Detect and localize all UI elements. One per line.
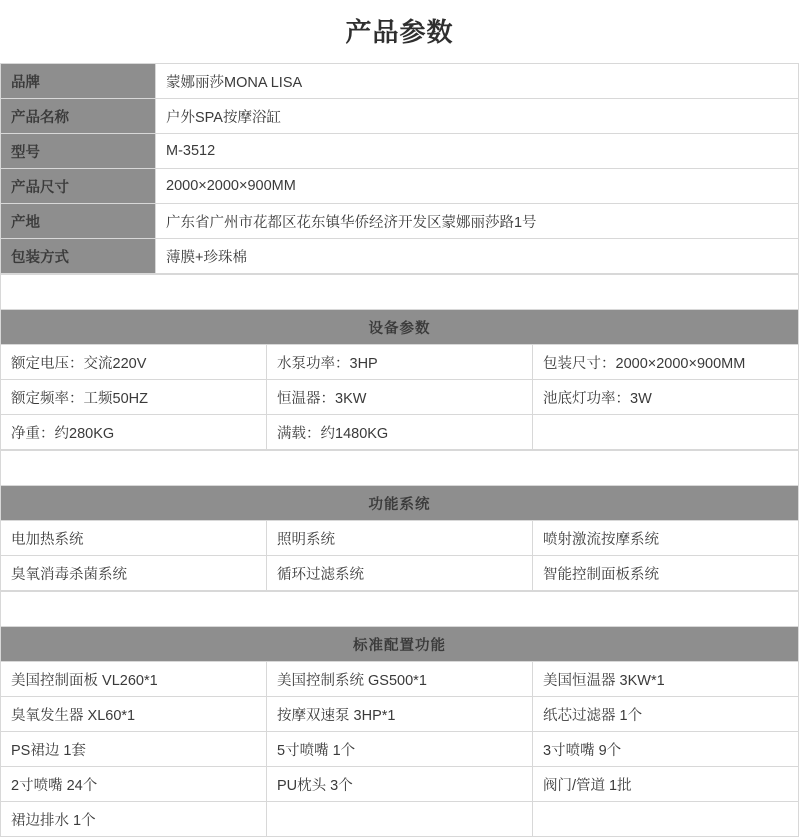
cell: 臭氧发生器 XL60*1 bbox=[1, 697, 267, 732]
row-value: M-3512 bbox=[156, 134, 799, 169]
table-row bbox=[1, 415, 799, 450]
function-system-table bbox=[0, 450, 799, 591]
cell: 喷射激流按摩系统 bbox=[533, 521, 799, 556]
section-heading: 设备参数 bbox=[1, 310, 799, 345]
standard-config-table bbox=[0, 591, 799, 837]
table-spacer bbox=[1, 275, 799, 310]
cell: 臭氧消毒杀菌系统 bbox=[1, 556, 267, 591]
cell: 水泵功率：3HP bbox=[267, 345, 533, 380]
table-row bbox=[1, 99, 799, 134]
table-row bbox=[1, 345, 799, 380]
cell: 净重：约280KG bbox=[1, 415, 267, 450]
cell: 照明系统 bbox=[267, 521, 533, 556]
row-label: 产品尺寸 bbox=[1, 169, 156, 204]
cell: 裙边排水 1个 bbox=[1, 802, 267, 837]
cell: 循环过滤系统 bbox=[267, 556, 533, 591]
table-row bbox=[1, 732, 799, 767]
cell: 智能控制面板系统 bbox=[533, 556, 799, 591]
cell: 美国控制系统 GS500*1 bbox=[267, 662, 533, 697]
cell: 池底灯功率：3W bbox=[533, 380, 799, 415]
cell: 电加热系统 bbox=[1, 521, 267, 556]
table-spacer bbox=[1, 592, 799, 627]
row-label: 型号 bbox=[1, 134, 156, 169]
row-value: 户外SPA按摩浴缸 bbox=[156, 99, 799, 134]
cell: 3寸喷嘴 9个 bbox=[533, 732, 799, 767]
cell bbox=[533, 802, 799, 837]
cell: 2寸喷嘴 24个 bbox=[1, 767, 267, 802]
cell: 额定电压：交流220V bbox=[1, 345, 267, 380]
cell: 美国恒温器 3KW*1 bbox=[533, 662, 799, 697]
table-row bbox=[1, 521, 799, 556]
cell: 美国控制面板 VL260*1 bbox=[1, 662, 267, 697]
cell: 阀门/管道 1批 bbox=[533, 767, 799, 802]
row-label: 品牌 bbox=[1, 64, 156, 99]
table-row bbox=[1, 134, 799, 169]
cell: 纸芯过滤器 1个 bbox=[533, 697, 799, 732]
row-label: 产品名称 bbox=[1, 99, 156, 134]
row-value: 蒙娜丽莎MONA LISA bbox=[156, 64, 799, 99]
table-row bbox=[1, 662, 799, 697]
table-spacer bbox=[1, 451, 799, 486]
table-row bbox=[1, 169, 799, 204]
cell: PS裙边 1套 bbox=[1, 732, 267, 767]
row-label: 产地 bbox=[1, 204, 156, 239]
table-row bbox=[1, 239, 799, 274]
row-value: 薄膜+珍珠棉 bbox=[156, 239, 799, 274]
cell: 额定频率：工频50HZ bbox=[1, 380, 267, 415]
row-label: 包装方式 bbox=[1, 239, 156, 274]
equipment-params-table bbox=[0, 274, 799, 450]
table-row bbox=[1, 204, 799, 239]
section-heading: 功能系统 bbox=[1, 486, 799, 521]
table-row bbox=[1, 697, 799, 732]
cell: 满载：约1480KG bbox=[267, 415, 533, 450]
section-heading-row bbox=[1, 486, 799, 521]
basic-info-table bbox=[0, 63, 799, 274]
section-heading-row bbox=[1, 627, 799, 662]
section-heading: 标准配置功能 bbox=[1, 627, 799, 662]
row-value: 广东省广州市花都区花东镇华侨经济开发区蒙娜丽莎路1号 bbox=[156, 204, 799, 239]
cell bbox=[533, 415, 799, 450]
cell: 包装尺寸：2000×2000×900MM bbox=[533, 345, 799, 380]
table-row bbox=[1, 64, 799, 99]
row-value: 2000×2000×900MM bbox=[156, 169, 799, 204]
cell: 5寸喷嘴 1个 bbox=[267, 732, 533, 767]
cell: 按摩双速泵 3HP*1 bbox=[267, 697, 533, 732]
cell bbox=[267, 802, 533, 837]
table-row bbox=[1, 556, 799, 591]
cell: 恒温器：3KW bbox=[267, 380, 533, 415]
section-heading-row bbox=[1, 310, 799, 345]
table-row bbox=[1, 380, 799, 415]
cell: PU枕头 3个 bbox=[267, 767, 533, 802]
table-row bbox=[1, 802, 799, 837]
page-title: 产品参数 bbox=[345, 17, 454, 47]
table-row bbox=[1, 767, 799, 802]
